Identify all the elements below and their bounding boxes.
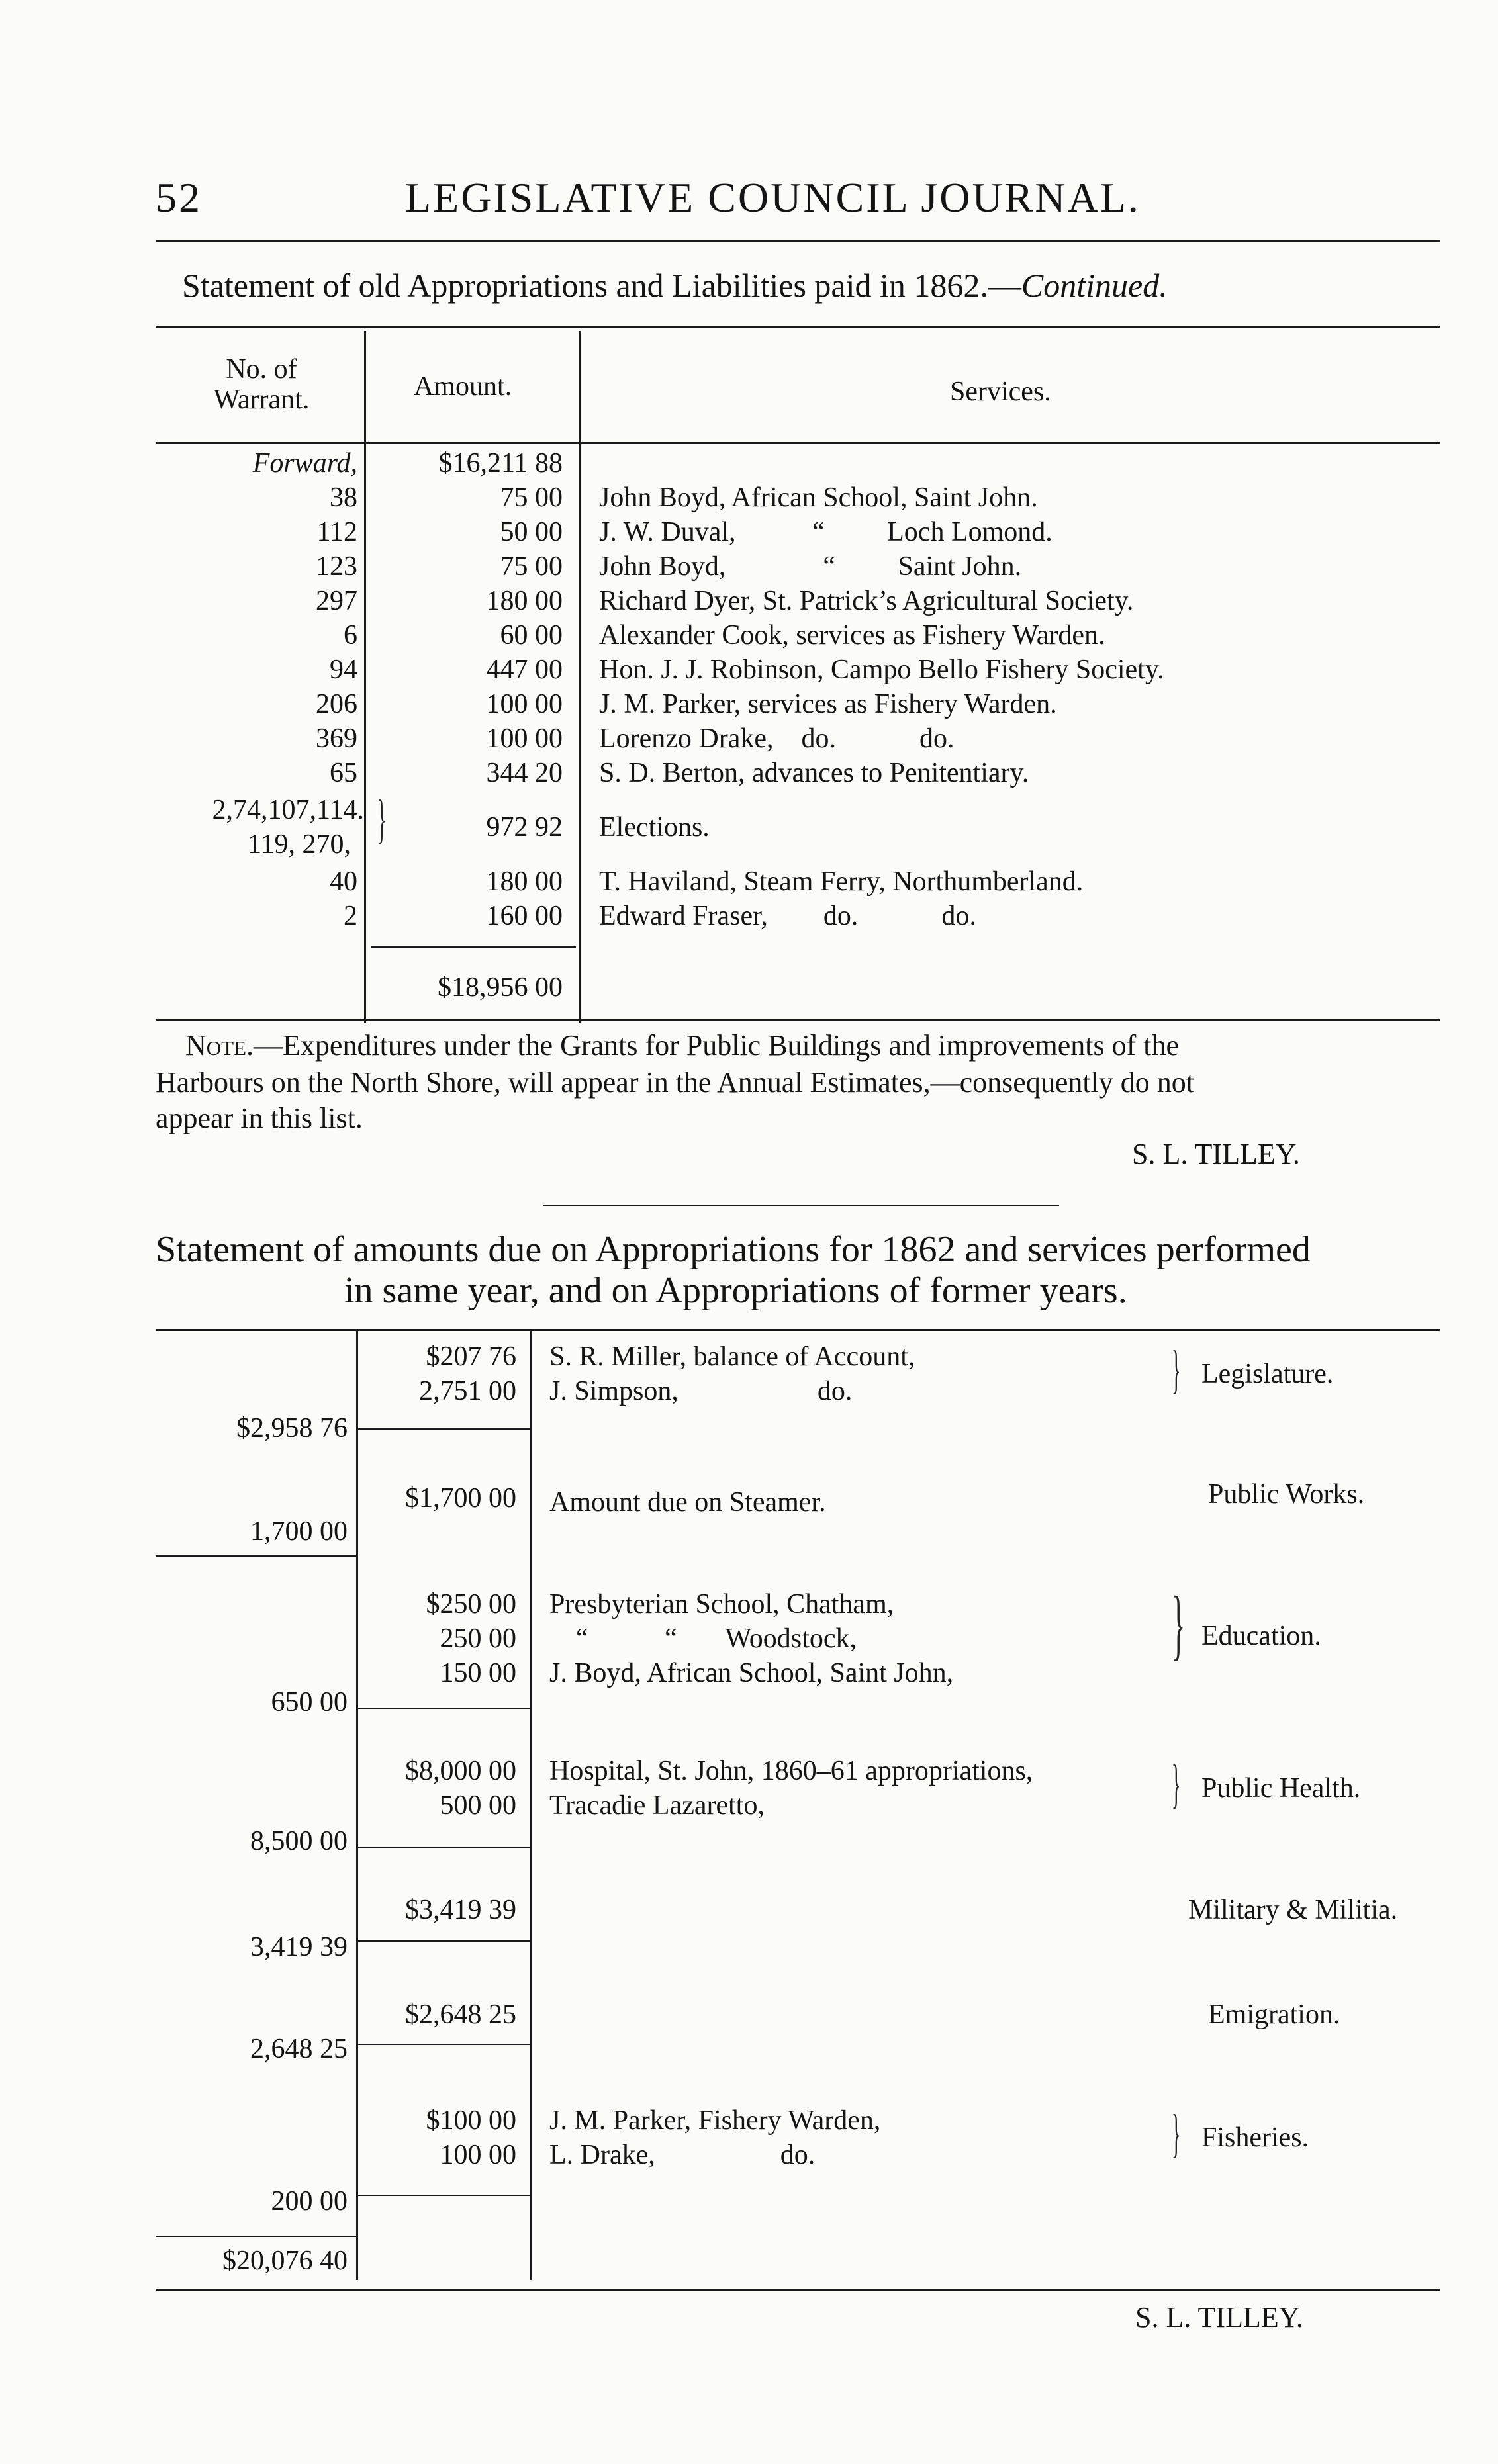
item-description: Presbyterian School, Chatham, [549, 1589, 894, 1620]
group-subtotal: $2,958 76 [236, 1413, 348, 1443]
item-amount: $8,000 00 [405, 1756, 516, 1786]
services-column-header: Services. [950, 377, 1051, 407]
service-description: John Boyd, “ Saint John. [599, 551, 1022, 582]
item-amount: 2,751 00 [419, 1376, 516, 1406]
warrant-number: Forward, [252, 448, 357, 479]
signature: S. L. TILLEY. [1135, 2301, 1303, 2334]
item-amount: $3,419 39 [405, 1895, 516, 1925]
item-amount: $2,648 25 [405, 1999, 516, 2030]
item-amount: $100 00 [426, 2105, 516, 2136]
subtotal-rule [156, 1555, 357, 1557]
item-description: L. Drake, do. [549, 2140, 816, 2170]
amount-value: 60 00 [500, 620, 563, 651]
amount-value: 100 00 [486, 723, 563, 754]
table1-header-rule [156, 442, 1440, 444]
subtotal-rule [357, 1847, 530, 1848]
group-subtotal: 3,419 39 [250, 1932, 348, 1962]
category-label: Legislature. [1201, 1359, 1334, 1389]
item-amount: $250 00 [426, 1589, 516, 1620]
group-subtotal: 650 00 [271, 1687, 348, 1717]
warrant-header-line2: Warrant. [213, 385, 310, 415]
item-description: “ “ Woodstock, [576, 1623, 857, 1654]
service-description: Richard Dyer, St. Patrick’s Agricultural Society. [599, 586, 1134, 616]
table2-top-rule [156, 1329, 1440, 1331]
warrant-number: 2,74,107,114. [212, 795, 364, 825]
group-subtotal: 200 00 [271, 2186, 348, 2216]
amount-value: 75 00 [500, 551, 563, 582]
table1-top-rule [156, 326, 1440, 328]
item-description: Tracadie Lazaretto, [549, 1790, 765, 1821]
subtotal-rule [357, 1708, 530, 1709]
category-label: Public Works. [1208, 1479, 1365, 1510]
group-subtotal: 2,648 25 [250, 2034, 348, 2064]
item-description: J. Boyd, African School, Saint John, [549, 1658, 954, 1688]
table1-bottom-rule [156, 1019, 1440, 1021]
service-description: S. D. Berton, advances to Penitentiary. [599, 758, 1029, 788]
amount-value: 180 00 [486, 866, 563, 897]
table2-bottom-rule [156, 2289, 1440, 2291]
category-label: Emigration. [1208, 1999, 1340, 2030]
grand-total-rule [156, 2236, 357, 2237]
amount-value: 180 00 [486, 586, 563, 616]
warrant-number: 112 [316, 517, 357, 547]
service-description: J. W. Duval, “ Loch Lomond. [599, 517, 1053, 547]
item-description: Amount due on Steamer. [549, 1487, 826, 1518]
item-amount: 500 00 [440, 1790, 516, 1821]
amount-value: 100 00 [486, 689, 563, 719]
warrant-number: 65 [330, 758, 357, 788]
item-description: S. R. Miller, balance of Account, [549, 1342, 915, 1372]
page-number: 52 [156, 174, 202, 221]
amount-value: 972 92 [486, 812, 563, 843]
warrant-number: 2 [344, 901, 357, 931]
service-description: Elections. [599, 812, 710, 843]
amount-value: $16,211 88 [438, 448, 563, 479]
item-description: J. Simpson, do. [549, 1376, 853, 1406]
header-rule [156, 240, 1440, 242]
category-label: Public Health. [1201, 1773, 1361, 1803]
signature: S. L. TILLEY. [1132, 1138, 1300, 1170]
note-text-line2: Harbours on the North Shore, will appear in the Annual Estimates,—consequently do not [156, 1066, 1195, 1099]
total-rule [371, 946, 576, 948]
amount-value: 160 00 [486, 901, 563, 931]
subtotal-rule [357, 2044, 530, 2045]
service-description: J. M. Parker, services as Fishery Warden. [599, 689, 1057, 719]
warrant-number: 369 [316, 723, 357, 754]
table1-col-divider-1 [364, 331, 366, 1023]
item-amount: $1,700 00 [405, 1483, 516, 1514]
note-label: Note. [185, 1029, 254, 1062]
table1-col-divider-2 [579, 331, 581, 1023]
warrant-column-header [189, 354, 334, 415]
statement1-title-text: Statement of old Appropriations and Liabilities paid in 1862.— [182, 267, 1021, 304]
closing-brace: } [1172, 1755, 1181, 1813]
closing-brace: } [1172, 2105, 1181, 2163]
amount-value: 50 00 [500, 517, 563, 547]
closing-brace: } [1172, 1341, 1181, 1399]
warrant-number: 94 [330, 655, 357, 685]
closing-brace: } [377, 790, 387, 848]
group-subtotal: 1,700 00 [250, 1516, 348, 1547]
note-text: —Expenditures under the Grants for Public Buildings and improvements of the [254, 1029, 1180, 1062]
amount-value: 75 00 [500, 482, 563, 513]
statement1-title-suffix: Continued. [1021, 267, 1168, 304]
amount-value: 447 00 [486, 655, 563, 685]
section-divider [543, 1205, 1059, 1206]
item-description: Hospital, St. John, 1860–61 appropriations, [549, 1756, 1033, 1786]
item-amount: 150 00 [440, 1658, 516, 1688]
service-description: Lorenzo Drake, do. do. [599, 723, 955, 754]
subtotal-rule [357, 1428, 530, 1430]
item-amount: 250 00 [440, 1623, 516, 1654]
statement2-title-line2: in same year, and on Appropriations of former years. [344, 1270, 1127, 1311]
warrant-number: 38 [330, 482, 357, 513]
category-label: Education. [1201, 1621, 1321, 1651]
journal-title: LEGISLATIVE COUNCIL JOURNAL. [405, 174, 1141, 221]
group-subtotal: 8,500 00 [250, 1826, 348, 1856]
table2-col-divider-2 [530, 1330, 532, 2280]
service-description: John Boyd, African School, Saint John. [599, 482, 1038, 513]
item-description: J. M. Parker, Fishery Warden, [549, 2105, 881, 2136]
note-paragraph [185, 1028, 1179, 1062]
warrant-number: 40 [330, 866, 357, 897]
amount-value: 344 20 [486, 758, 563, 788]
warrant-number-continued: 119, 270, [248, 829, 351, 860]
closing-brace: } [1172, 1580, 1186, 1668]
amount-column-header: Amount. [414, 371, 512, 402]
subtotal-rule [357, 2195, 530, 2196]
service-description: Hon. J. J. Robinson, Campo Bello Fishery Society. [599, 655, 1164, 685]
statement2-title: Statement of amounts due on Appropriations for 1862 and services performed [156, 1229, 1311, 1270]
warrant-number: 297 [316, 586, 357, 616]
item-amount: $207 76 [426, 1342, 516, 1372]
service-description: Alexander Cook, services as Fishery Warden. [599, 620, 1105, 651]
warrant-header-line1: No. of [226, 354, 297, 385]
category-label: Military & Militia. [1188, 1895, 1398, 1925]
statement1-total: $18,956 00 [438, 972, 563, 1003]
statement1-title [182, 266, 1168, 304]
item-amount: 100 00 [440, 2140, 516, 2170]
category-label: Fisheries. [1201, 2122, 1309, 2153]
service-description: Edward Fraser, do. do. [599, 901, 976, 931]
subtotal-rule [357, 1940, 530, 1942]
warrant-number: 6 [344, 620, 357, 651]
warrant-number: 123 [316, 551, 357, 582]
grand-total: $20,076 40 [222, 2246, 348, 2276]
service-description: T. Haviland, Steam Ferry, Northumberland. [599, 866, 1084, 897]
note-text-line3: appear in this list. [156, 1102, 363, 1134]
warrant-number: 206 [316, 689, 357, 719]
